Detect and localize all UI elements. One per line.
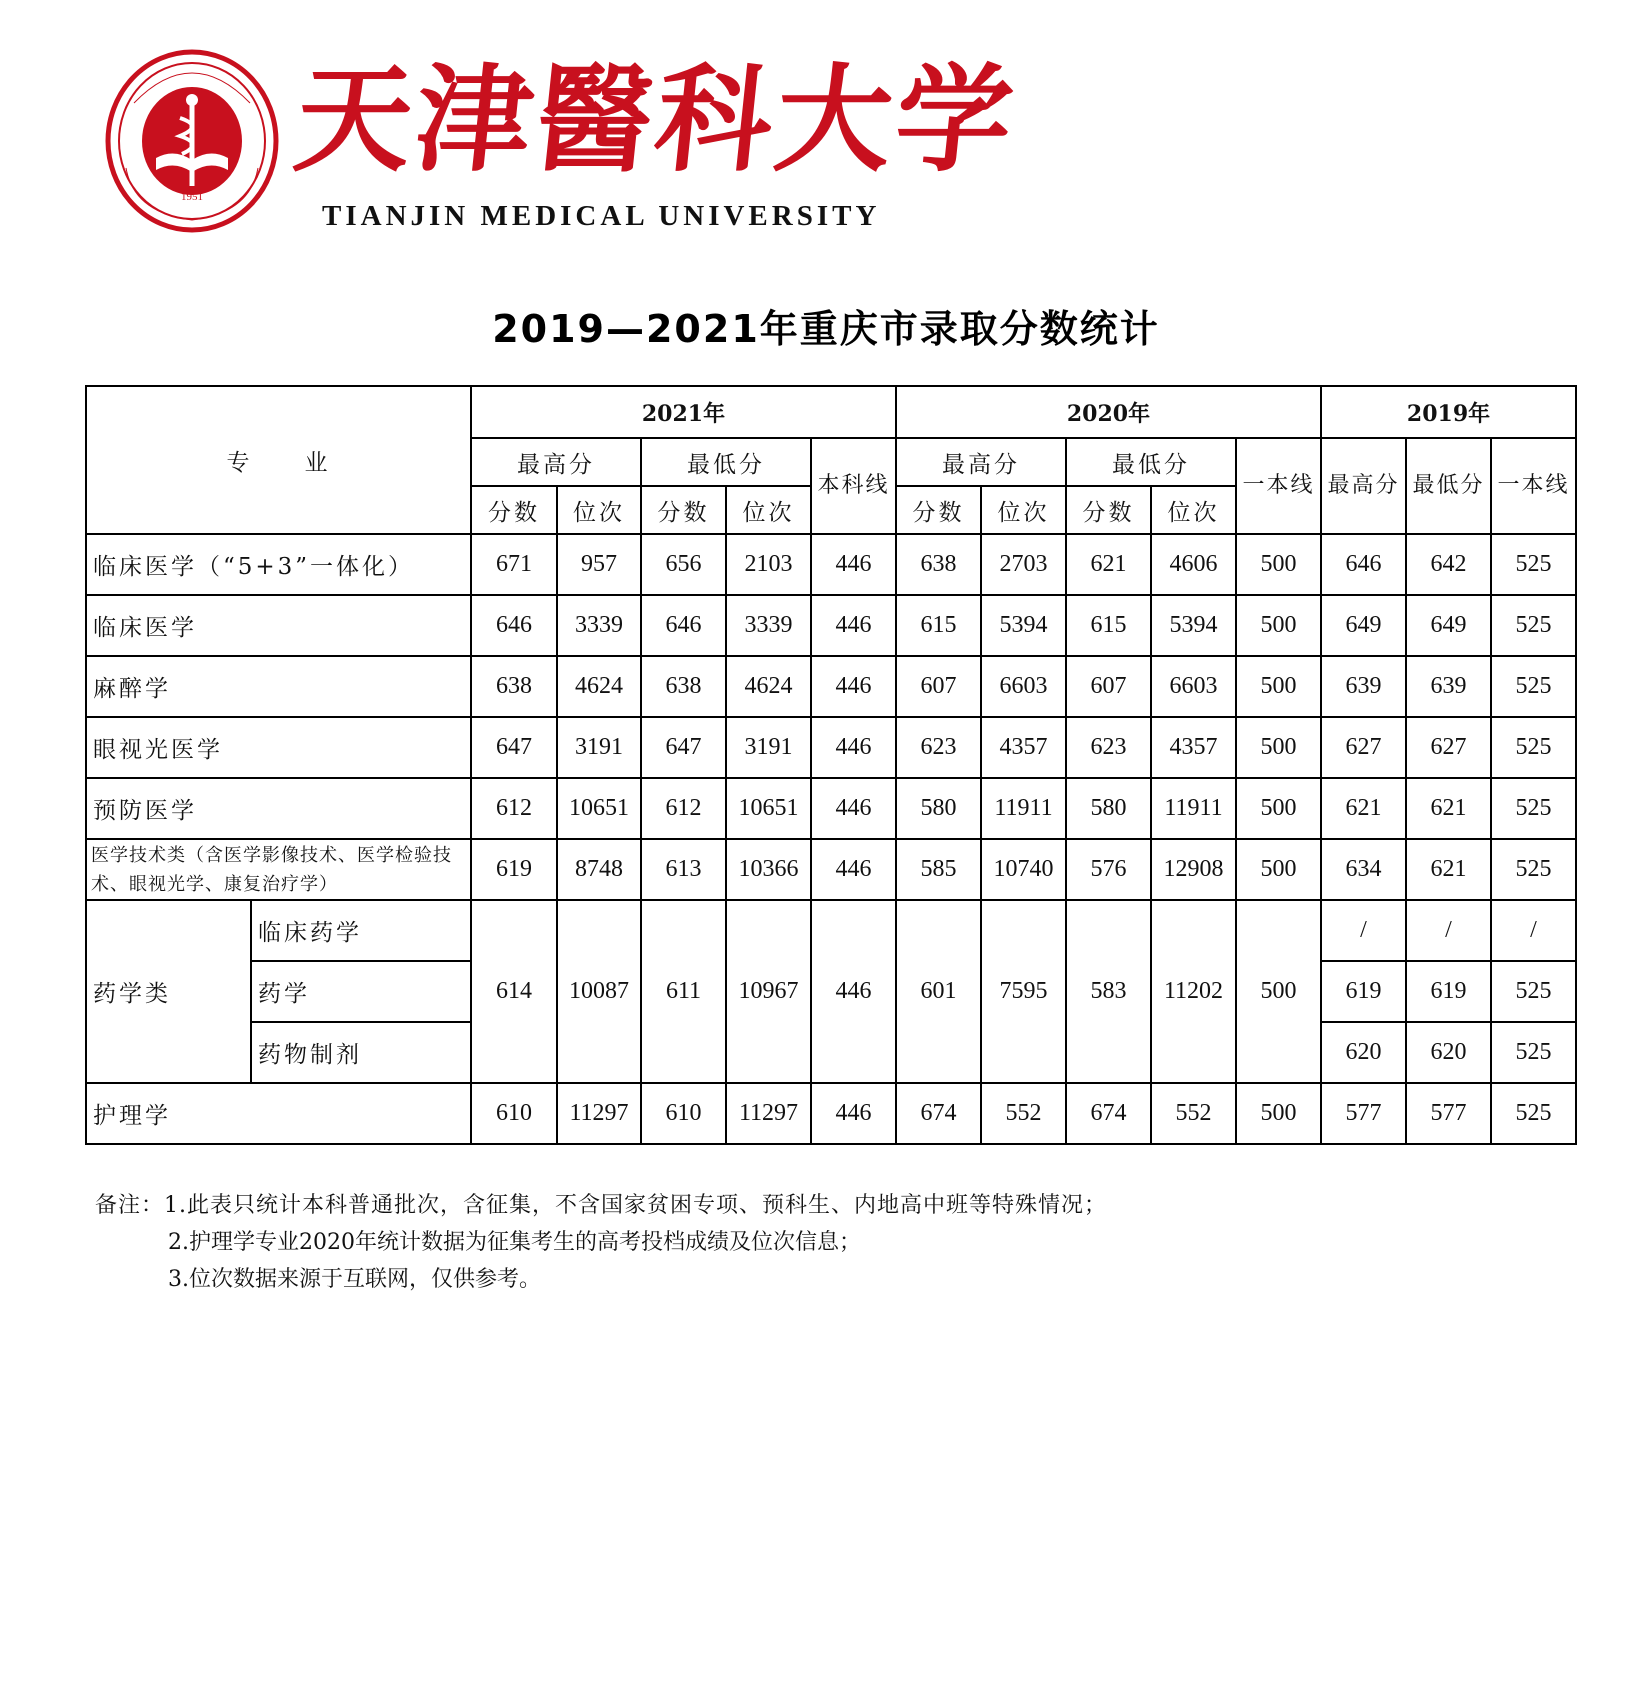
- value-cell: 446: [811, 900, 896, 1083]
- value-cell: 612: [641, 778, 726, 839]
- value-cell: 500: [1236, 839, 1321, 900]
- value-cell: 638: [641, 656, 726, 717]
- min-score-header-2019: 最低分: [1406, 438, 1491, 534]
- value-cell: 11297: [557, 1083, 641, 1144]
- score-subheader: 分数: [641, 486, 726, 534]
- major-name: 临床药学: [251, 900, 471, 961]
- value-cell: 4624: [726, 656, 811, 717]
- value-cell: 674: [1066, 1083, 1151, 1144]
- year-header-2020: 2020年: [896, 386, 1321, 438]
- value-cell: 639: [1321, 656, 1406, 717]
- major-group-name: 药学类: [86, 900, 251, 1083]
- value-cell: 614: [471, 900, 557, 1083]
- value-cell: 4357: [1151, 717, 1236, 778]
- value-cell: 3339: [726, 595, 811, 656]
- value-cell: 10087: [557, 900, 641, 1083]
- value-cell: 11911: [981, 778, 1066, 839]
- value-cell: 11202: [1151, 900, 1236, 1083]
- value-cell: 3191: [726, 717, 811, 778]
- value-cell: 525: [1491, 534, 1576, 595]
- table-row: [86, 839, 1576, 900]
- major-name: 护理学: [86, 1083, 471, 1144]
- value-cell: 623: [1066, 717, 1151, 778]
- value-cell: 5394: [981, 595, 1066, 656]
- value-cell: 646: [471, 595, 557, 656]
- value-cell: 580: [1066, 778, 1151, 839]
- value-cell: 7595: [981, 900, 1066, 1083]
- value-cell: 580: [896, 778, 981, 839]
- page-title: 2019—2021年重庆市录取分数统计: [492, 307, 1160, 351]
- value-cell: 525: [1491, 656, 1576, 717]
- value-cell: 6603: [981, 656, 1066, 717]
- value-cell: 647: [471, 717, 557, 778]
- value-cell: 619: [1321, 961, 1406, 1022]
- line-header-2019: 一本线: [1491, 438, 1576, 534]
- notes: [95, 1187, 1107, 1298]
- value-cell: 613: [641, 839, 726, 900]
- value-cell: 4624: [557, 656, 641, 717]
- value-cell: 646: [641, 595, 726, 656]
- value-cell: 2703: [981, 534, 1066, 595]
- major-name: 临床医学: [86, 595, 471, 656]
- line-header-2021: 本科线: [811, 438, 896, 534]
- min-score-header: 最低分: [1066, 438, 1236, 486]
- value-cell: 639: [1406, 656, 1491, 717]
- value-cell: 10740: [981, 839, 1066, 900]
- score-subheader: 分数: [1066, 486, 1151, 534]
- value-cell: 10651: [726, 778, 811, 839]
- table-row: [86, 656, 1576, 717]
- note-line: 2.护理学专业2020年统计数据为征集考生的高考投档成绩及位次信息；: [168, 1230, 861, 1255]
- major-name: 药学: [251, 961, 471, 1022]
- value-cell: 525: [1491, 717, 1576, 778]
- note-line: 备注：1.此表只统计本科普通批次，含征集，不含国家贫困专项、预科生、内地高中班等特殊情况；: [95, 1193, 1107, 1218]
- value-cell: /: [1406, 900, 1491, 961]
- value-cell: 610: [641, 1083, 726, 1144]
- value-cell: 627: [1321, 717, 1406, 778]
- major-name: 预防医学: [86, 778, 471, 839]
- value-cell: 500: [1236, 656, 1321, 717]
- value-cell: 446: [811, 717, 896, 778]
- year-header-2019: 2019年: [1321, 386, 1576, 438]
- rank-subheader: 位次: [557, 486, 641, 534]
- score-subheader: 分数: [896, 486, 981, 534]
- year-header-2021: 2021年: [471, 386, 896, 438]
- value-cell: 623: [896, 717, 981, 778]
- value-cell: 585: [896, 839, 981, 900]
- university-name-en: TIANJIN MEDICAL UNIVERSITY: [322, 200, 881, 232]
- value-cell: 610: [471, 1083, 557, 1144]
- value-cell: 500: [1236, 717, 1321, 778]
- university-name-cn: 天津醫科大学: [288, 52, 1024, 188]
- value-cell: 638: [471, 656, 557, 717]
- value-cell: 6603: [1151, 656, 1236, 717]
- value-cell: 552: [981, 1083, 1066, 1144]
- value-cell: 621: [1321, 778, 1406, 839]
- value-cell: /: [1321, 900, 1406, 961]
- rank-subheader: 位次: [726, 486, 811, 534]
- value-cell: 525: [1491, 839, 1576, 900]
- value-cell: 612: [471, 778, 557, 839]
- score-subheader: 分数: [471, 486, 557, 534]
- max-score-header: 最高分: [471, 438, 641, 486]
- value-cell: 500: [1236, 595, 1321, 656]
- value-cell: 607: [896, 656, 981, 717]
- value-cell: 674: [896, 1083, 981, 1144]
- value-cell: 634: [1321, 839, 1406, 900]
- max-score-header-2019: 最高分: [1321, 438, 1406, 534]
- value-cell: 446: [811, 839, 896, 900]
- table-row: [86, 534, 1576, 595]
- value-cell: 649: [1406, 595, 1491, 656]
- value-cell: 10651: [557, 778, 641, 839]
- value-cell: 446: [811, 534, 896, 595]
- value-cell: 500: [1236, 778, 1321, 839]
- table-row: [86, 900, 1576, 961]
- value-cell: 619: [471, 839, 557, 900]
- major-name: 麻醉学: [86, 656, 471, 717]
- value-cell: 10967: [726, 900, 811, 1083]
- value-cell: 638: [896, 534, 981, 595]
- value-cell: 615: [1066, 595, 1151, 656]
- value-cell: 4606: [1151, 534, 1236, 595]
- rank-subheader: 位次: [981, 486, 1066, 534]
- value-cell: 446: [811, 656, 896, 717]
- major-name: 眼视光医学: [86, 717, 471, 778]
- value-cell: 446: [811, 595, 896, 656]
- university-seal-logo: [104, 48, 280, 234]
- value-cell: 525: [1491, 778, 1576, 839]
- value-cell: 646: [1321, 534, 1406, 595]
- value-cell: 525: [1491, 1083, 1576, 1144]
- max-score-header: 最高分: [896, 438, 1066, 486]
- value-cell: 671: [471, 534, 557, 595]
- value-cell: 12908: [1151, 839, 1236, 900]
- value-cell: 5394: [1151, 595, 1236, 656]
- value-cell: 620: [1406, 1022, 1491, 1083]
- value-cell: 576: [1066, 839, 1151, 900]
- value-cell: 619: [1406, 961, 1491, 1022]
- value-cell: 627: [1406, 717, 1491, 778]
- value-cell: 500: [1236, 1083, 1321, 1144]
- line-header-2020: 一本线: [1236, 438, 1321, 534]
- value-cell: 642: [1406, 534, 1491, 595]
- seal-icon: [104, 48, 280, 234]
- value-cell: /: [1491, 900, 1576, 961]
- value-cell: 2103: [726, 534, 811, 595]
- note-line: 3.位次数据来源于互联网，仅供参考。: [168, 1267, 541, 1292]
- header: [104, 48, 1024, 238]
- admission-score-table: [85, 385, 1577, 1145]
- major-name: 药物制剂: [251, 1022, 471, 1083]
- rank-subheader: 位次: [1151, 486, 1236, 534]
- value-cell: 583: [1066, 900, 1151, 1083]
- value-cell: 621: [1406, 839, 1491, 900]
- value-cell: 649: [1321, 595, 1406, 656]
- value-cell: 620: [1321, 1022, 1406, 1083]
- value-cell: 8748: [557, 839, 641, 900]
- value-cell: 552: [1151, 1083, 1236, 1144]
- value-cell: 11297: [726, 1083, 811, 1144]
- value-cell: 500: [1236, 900, 1321, 1083]
- value-cell: 525: [1491, 595, 1576, 656]
- value-cell: 957: [557, 534, 641, 595]
- value-cell: 656: [641, 534, 726, 595]
- major-header: 专 业: [86, 386, 471, 534]
- value-cell: 525: [1491, 961, 1576, 1022]
- value-cell: 601: [896, 900, 981, 1083]
- value-cell: 607: [1066, 656, 1151, 717]
- value-cell: 446: [811, 1083, 896, 1144]
- table-row: [86, 1083, 1576, 1144]
- value-cell: 500: [1236, 534, 1321, 595]
- value-cell: 11911: [1151, 778, 1236, 839]
- value-cell: 3339: [557, 595, 641, 656]
- table-row: [86, 717, 1576, 778]
- value-cell: 647: [641, 717, 726, 778]
- value-cell: 10366: [726, 839, 811, 900]
- major-name: 临床医学（“5+3”一体化）: [86, 534, 471, 595]
- value-cell: 577: [1406, 1083, 1491, 1144]
- value-cell: 621: [1066, 534, 1151, 595]
- value-cell: 577: [1321, 1083, 1406, 1144]
- value-cell: 611: [641, 900, 726, 1083]
- value-cell: 3191: [557, 717, 641, 778]
- table-row: [86, 778, 1576, 839]
- table-row: [86, 595, 1576, 656]
- value-cell: 615: [896, 595, 981, 656]
- value-cell: 446: [811, 778, 896, 839]
- value-cell: 525: [1491, 1022, 1576, 1083]
- min-score-header: 最低分: [641, 438, 811, 486]
- major-name: 医学技术类（含医学影像技术、医学检验技术、眼视光学、康复治疗学）: [86, 839, 471, 900]
- value-cell: 621: [1406, 778, 1491, 839]
- seal-year: 1951: [181, 191, 203, 203]
- value-cell: 4357: [981, 717, 1066, 778]
